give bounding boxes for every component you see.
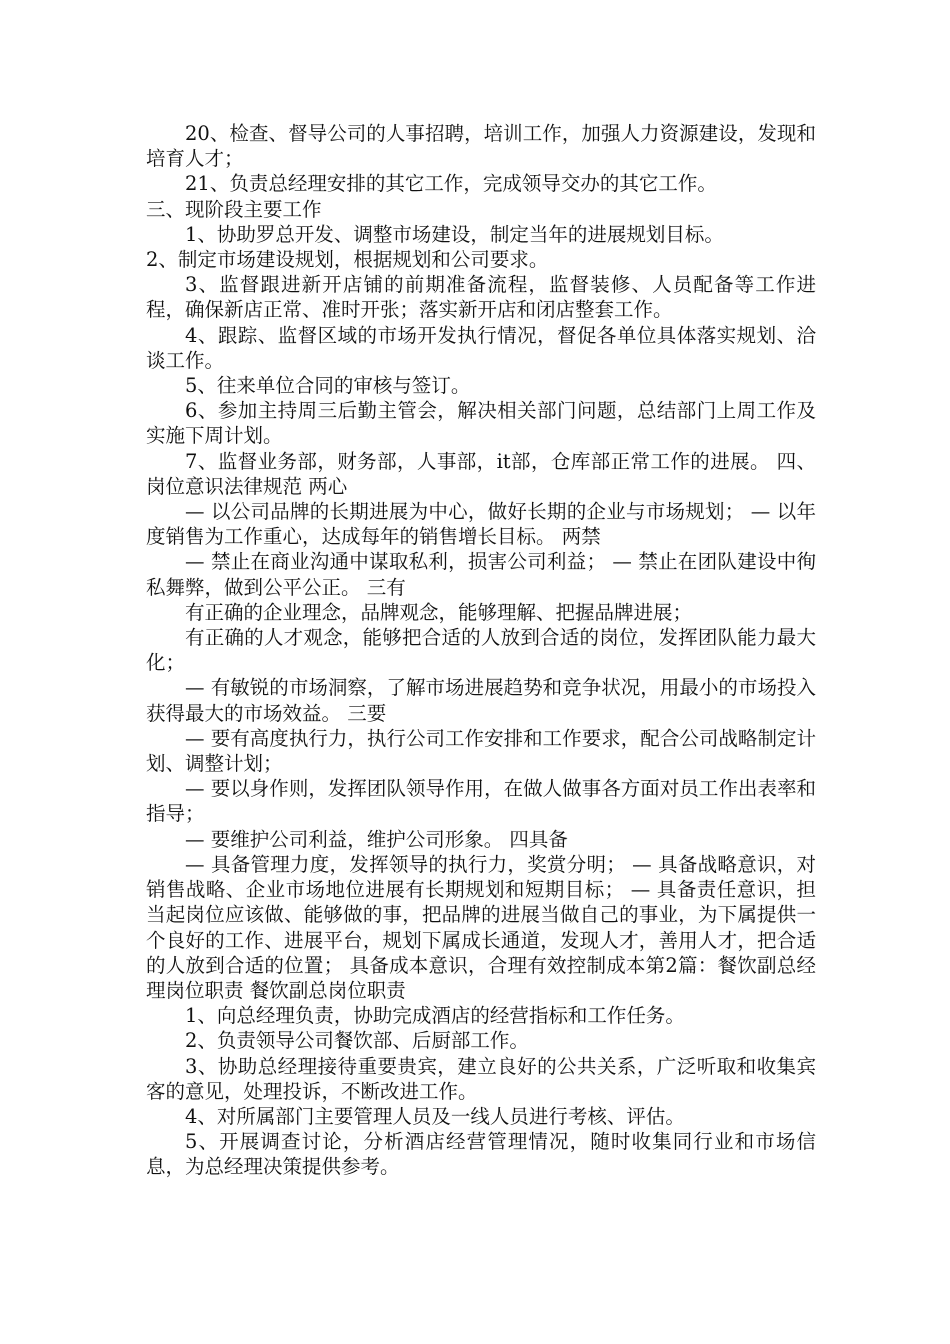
paragraph: — 要有高度执行力，执行公司工作安排和工作要求，配合公司战略制定计划、调整计划； [146, 726, 816, 776]
paragraph: 6、参加主持周三后勤主管会，解决相关部门问题，总结部门上周工作及实施下周计划。 [146, 399, 816, 448]
paragraph: — 禁止在商业沟通中谋取私利，损害公司利益； — 禁止在团队建设中徇私舞弊，做到公平公正。 三有 [146, 550, 816, 599]
paragraph: 5、开展调查讨论，分析酒店经营管理情况，随时收集同行业和市场信息，为总经理决策提供参考。 [146, 1130, 816, 1179]
paragraph: 有正确的人才观念，能够把合适的人放到合适的岗位，发挥团队能力最大化； [146, 626, 816, 675]
paragraph: — 要以身作则，发挥团队领导作用，在做人做事各方面对员工作出表率和指导； [146, 777, 816, 826]
paragraph: 3、监督跟进新开店铺的前期准备流程，监督装修、人员配备等工作进程，确保新店正常、准时开张；落实新开店和闭店整套工作。 [146, 273, 816, 322]
paragraph: 4、跟踪、监督区域的市场开发执行情况，督促各单位具体落实规划、洽谈工作。 [146, 323, 816, 372]
paragraph: 3、协助总经理接待重要贵宾，建立良好的公共关系，广泛听取和收集宾客的意见，处理投诉，不断改进工作。 [146, 1054, 816, 1103]
paragraph: — 要维护公司利益，维护公司形象。 四具备 [185, 827, 568, 851]
paragraph: 2、制定市场建设规划，根据规划和公司要求。 [146, 248, 549, 272]
section-heading: 三、现阶段主要工作 [146, 197, 322, 221]
paragraph: — 有敏锐的市场洞察，了解市场进展趋势和竞争状况，用最小的市场投入获得最大的市场效益。 三要 [146, 676, 816, 725]
paragraph: — 以公司品牌的长期进展为中心，做好长期的企业与市场规划； — 以年度销售为工作重心，达成每年的销售增长目标。 两禁 [146, 500, 816, 549]
paragraph: 4、对所属部门主要管理人员及一线人员进行考核、评估。 [185, 1104, 685, 1128]
paragraph: 5、往来单位合同的审核与签订。 [185, 374, 471, 398]
paragraph: 有正确的企业理念，品牌观念，能够理解、把握品牌进展； [185, 600, 693, 624]
paragraph: 2、负责领导公司餐饮部、后厨部工作。 [185, 1029, 529, 1053]
paragraph: 1、向总经理负责，协助完成酒店的经营指标和工作任务。 [185, 1004, 685, 1028]
paragraph: — 具备管理力度，发挥领导的执行力，奖赏分明； — 具备战略意识，对销售战略、企业市场地位进展有长期规划和短期目标； — 具备责任意识，担当起岗位应该做、能够做的事，把品牌的进展当做自己的事业，为下属提供一个良好的工作、进展平台，规划下属成长通道，发现人才，善用人才，把合适的人放到合适的位置； 具备成本意识，合理有效控制成本第2篇：餐饮副总经理岗位职责 餐饮副总岗位职责 [146, 852, 816, 1002]
paragraph: 1、协助罗总开发、调整市场建设，制定当年的进展规划目标。 [185, 222, 724, 246]
document-page [146, 121, 816, 1180]
paragraph: 20、检查、督导公司的人事招聘，培训工作，加强人力资源建设，发现和培育人才； [146, 122, 816, 171]
paragraph: 7、监督业务部，财务部，人事部，it部，仓库部正常工作的进展。 四、岗位意识法律规范 两心 [146, 449, 816, 498]
paragraph: 21、负责总经理安排的其它工作，完成领导交办的其它工作。 [185, 172, 717, 196]
